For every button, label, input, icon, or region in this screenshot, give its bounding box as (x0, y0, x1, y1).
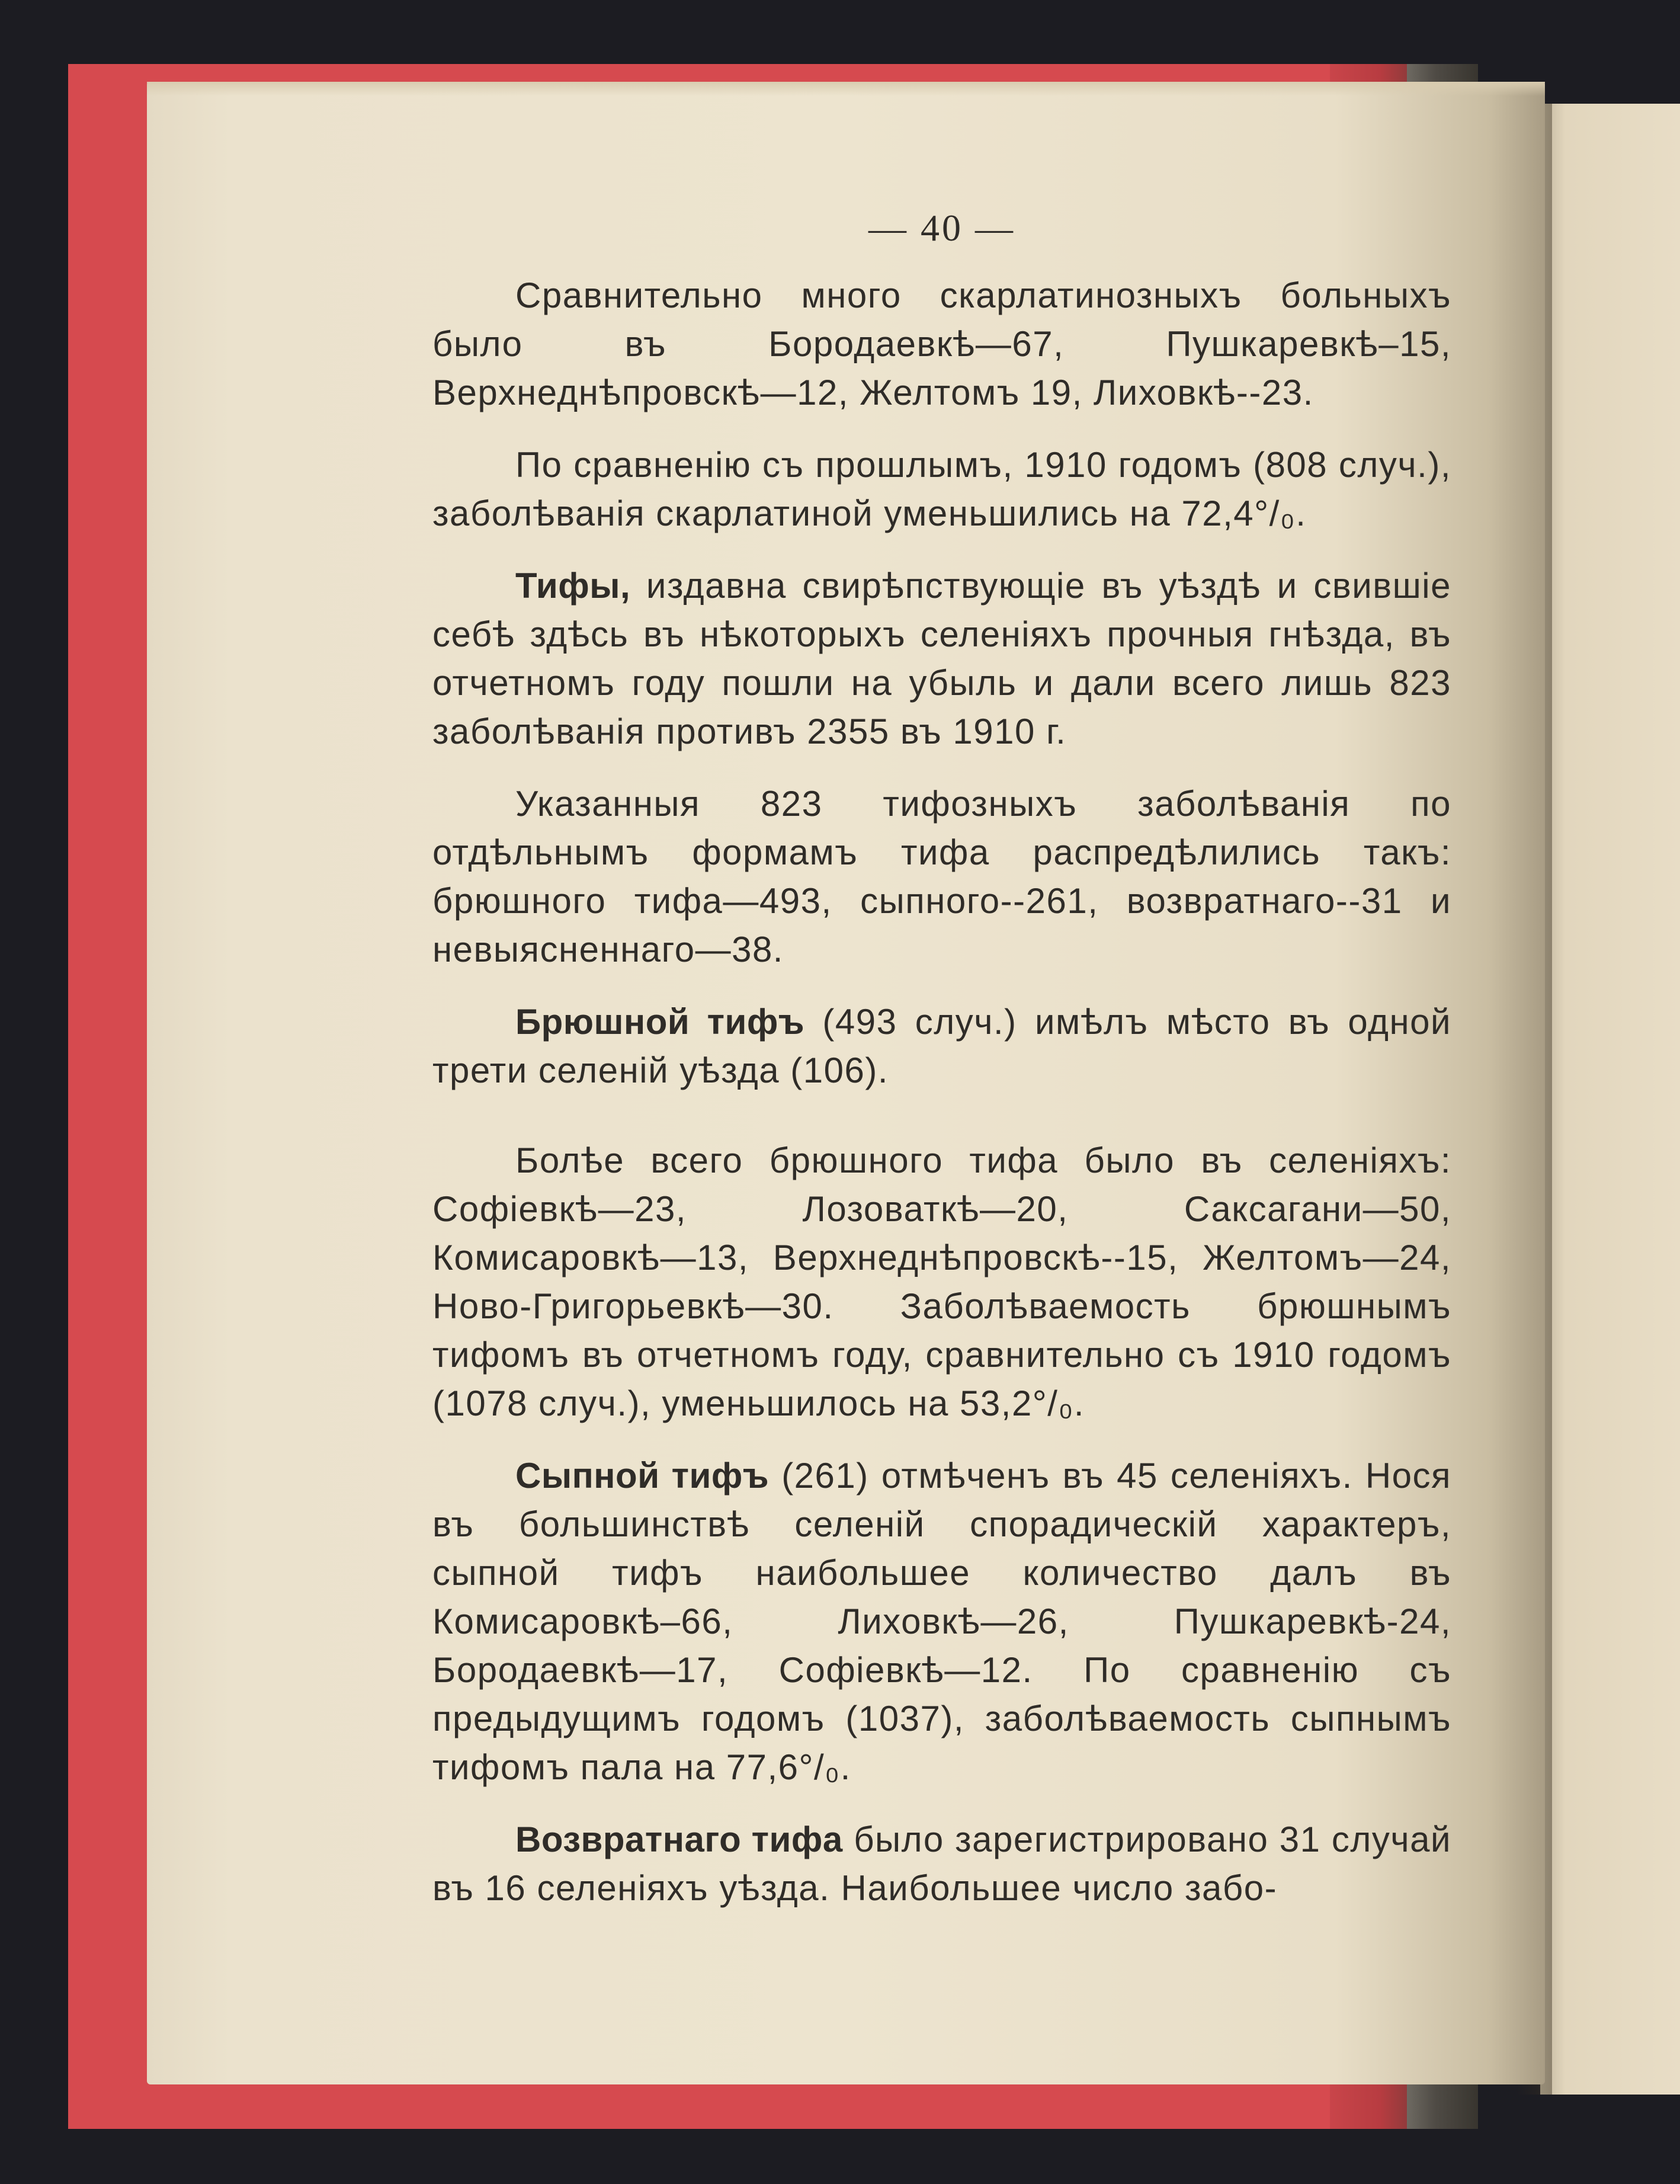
page-text-block (432, 201, 1451, 1936)
paragraph-text: издавна свирѣпствующіе въ уѣздѣ и свившіе себѣ здѣсь въ нѣкоторыхъ селеніяхъ прочныя гнѣзда, въ отчетномъ году пошли на убыль и дали всего лишь 823 заболѣванія противъ 2355 въ 1910 г. (432, 566, 1451, 751)
section-heading: Тифы, (515, 566, 631, 606)
paragraph-text: Сравнительно много скарлатинозныхъ больныхъ было въ Бородаевкѣ—67, Пушкаревкѣ–15, Верхнеднѣпровскѣ—12, Желтомъ 19, Лиховкѣ--23. (432, 276, 1451, 412)
paragraph-spotted-typhus (432, 1452, 1451, 1792)
facing-page-edge (1540, 104, 1680, 2095)
paragraph-scarlet-fever-comparison (432, 441, 1451, 538)
paragraph-relapsing-typhus (432, 1815, 1451, 1913)
paragraph-text: Указанныя 823 тифозныхъ заболѣванія по отдѣльнымъ формамъ тифа распредѣлились такъ: брюшного тифа—493, сыпного--261, возвратнаго--31 и невыясненнаго—38. (432, 784, 1451, 969)
page-top-edge (147, 82, 1545, 96)
section-heading: Возвратнаго тифа (515, 1820, 843, 1859)
paragraph-typhus-overview (432, 562, 1451, 756)
paragraph-text: Болѣе всего брюшного тифа было въ селеніяхъ: Софіевкѣ—23, Лозоваткѣ—20, Саксагани—50, Комисаровкѣ—13, Верхнеднѣпровскѣ--15, Желтомъ—24, Ново-Григорьевкѣ—30. Заболѣваемость брюшнымъ тифомъ въ отчетномъ году, сравнительно съ 1910 годомъ (1078 случ.), уменьшилось на 53,2°/₀. (432, 1141, 1451, 1423)
paragraph-typhus-forms (432, 780, 1451, 974)
page-number: — 40 — (868, 207, 1015, 249)
paragraph-text: (261) отмѣченъ въ 45 селеніяхъ. Нося въ большинствѣ селеній спорадическій характеръ, сыпной тифъ наибольшее количество далъ въ Комисаровкѣ–66, Лиховкѣ—26, Пушкаревкѣ-24, Бородаевкѣ—17, Софіевкѣ—12. По сравненію съ предыдущимъ годомъ (1037), заболѣваемость сыпнымъ тифомъ пала на 77,6°/₀. (432, 1456, 1452, 1787)
paragraph-text: По сравненію съ прошлымъ, 1910 годомъ (808 случ.), заболѣванія скарлатиной уменьшились на 72,4°/₀. (432, 445, 1451, 533)
paragraph-scarlet-fever-villages (432, 271, 1451, 417)
section-heading: Сыпной тифъ (515, 1456, 770, 1496)
paragraph-abdominal-typhus-villages (432, 1136, 1451, 1428)
section-heading: Брюшной тифъ (515, 1002, 805, 1042)
paragraph-abdominal-typhus (432, 998, 1451, 1095)
paragraph-text: было зарегистрировано 31 случай въ 16 селеніяхъ уѣзда. Наибольшее число забо- (432, 1820, 1451, 1908)
paragraph-text: (493 случ.) имѣлъ мѣсто въ одной трети селеній уѣзда (106). (432, 1002, 1451, 1090)
